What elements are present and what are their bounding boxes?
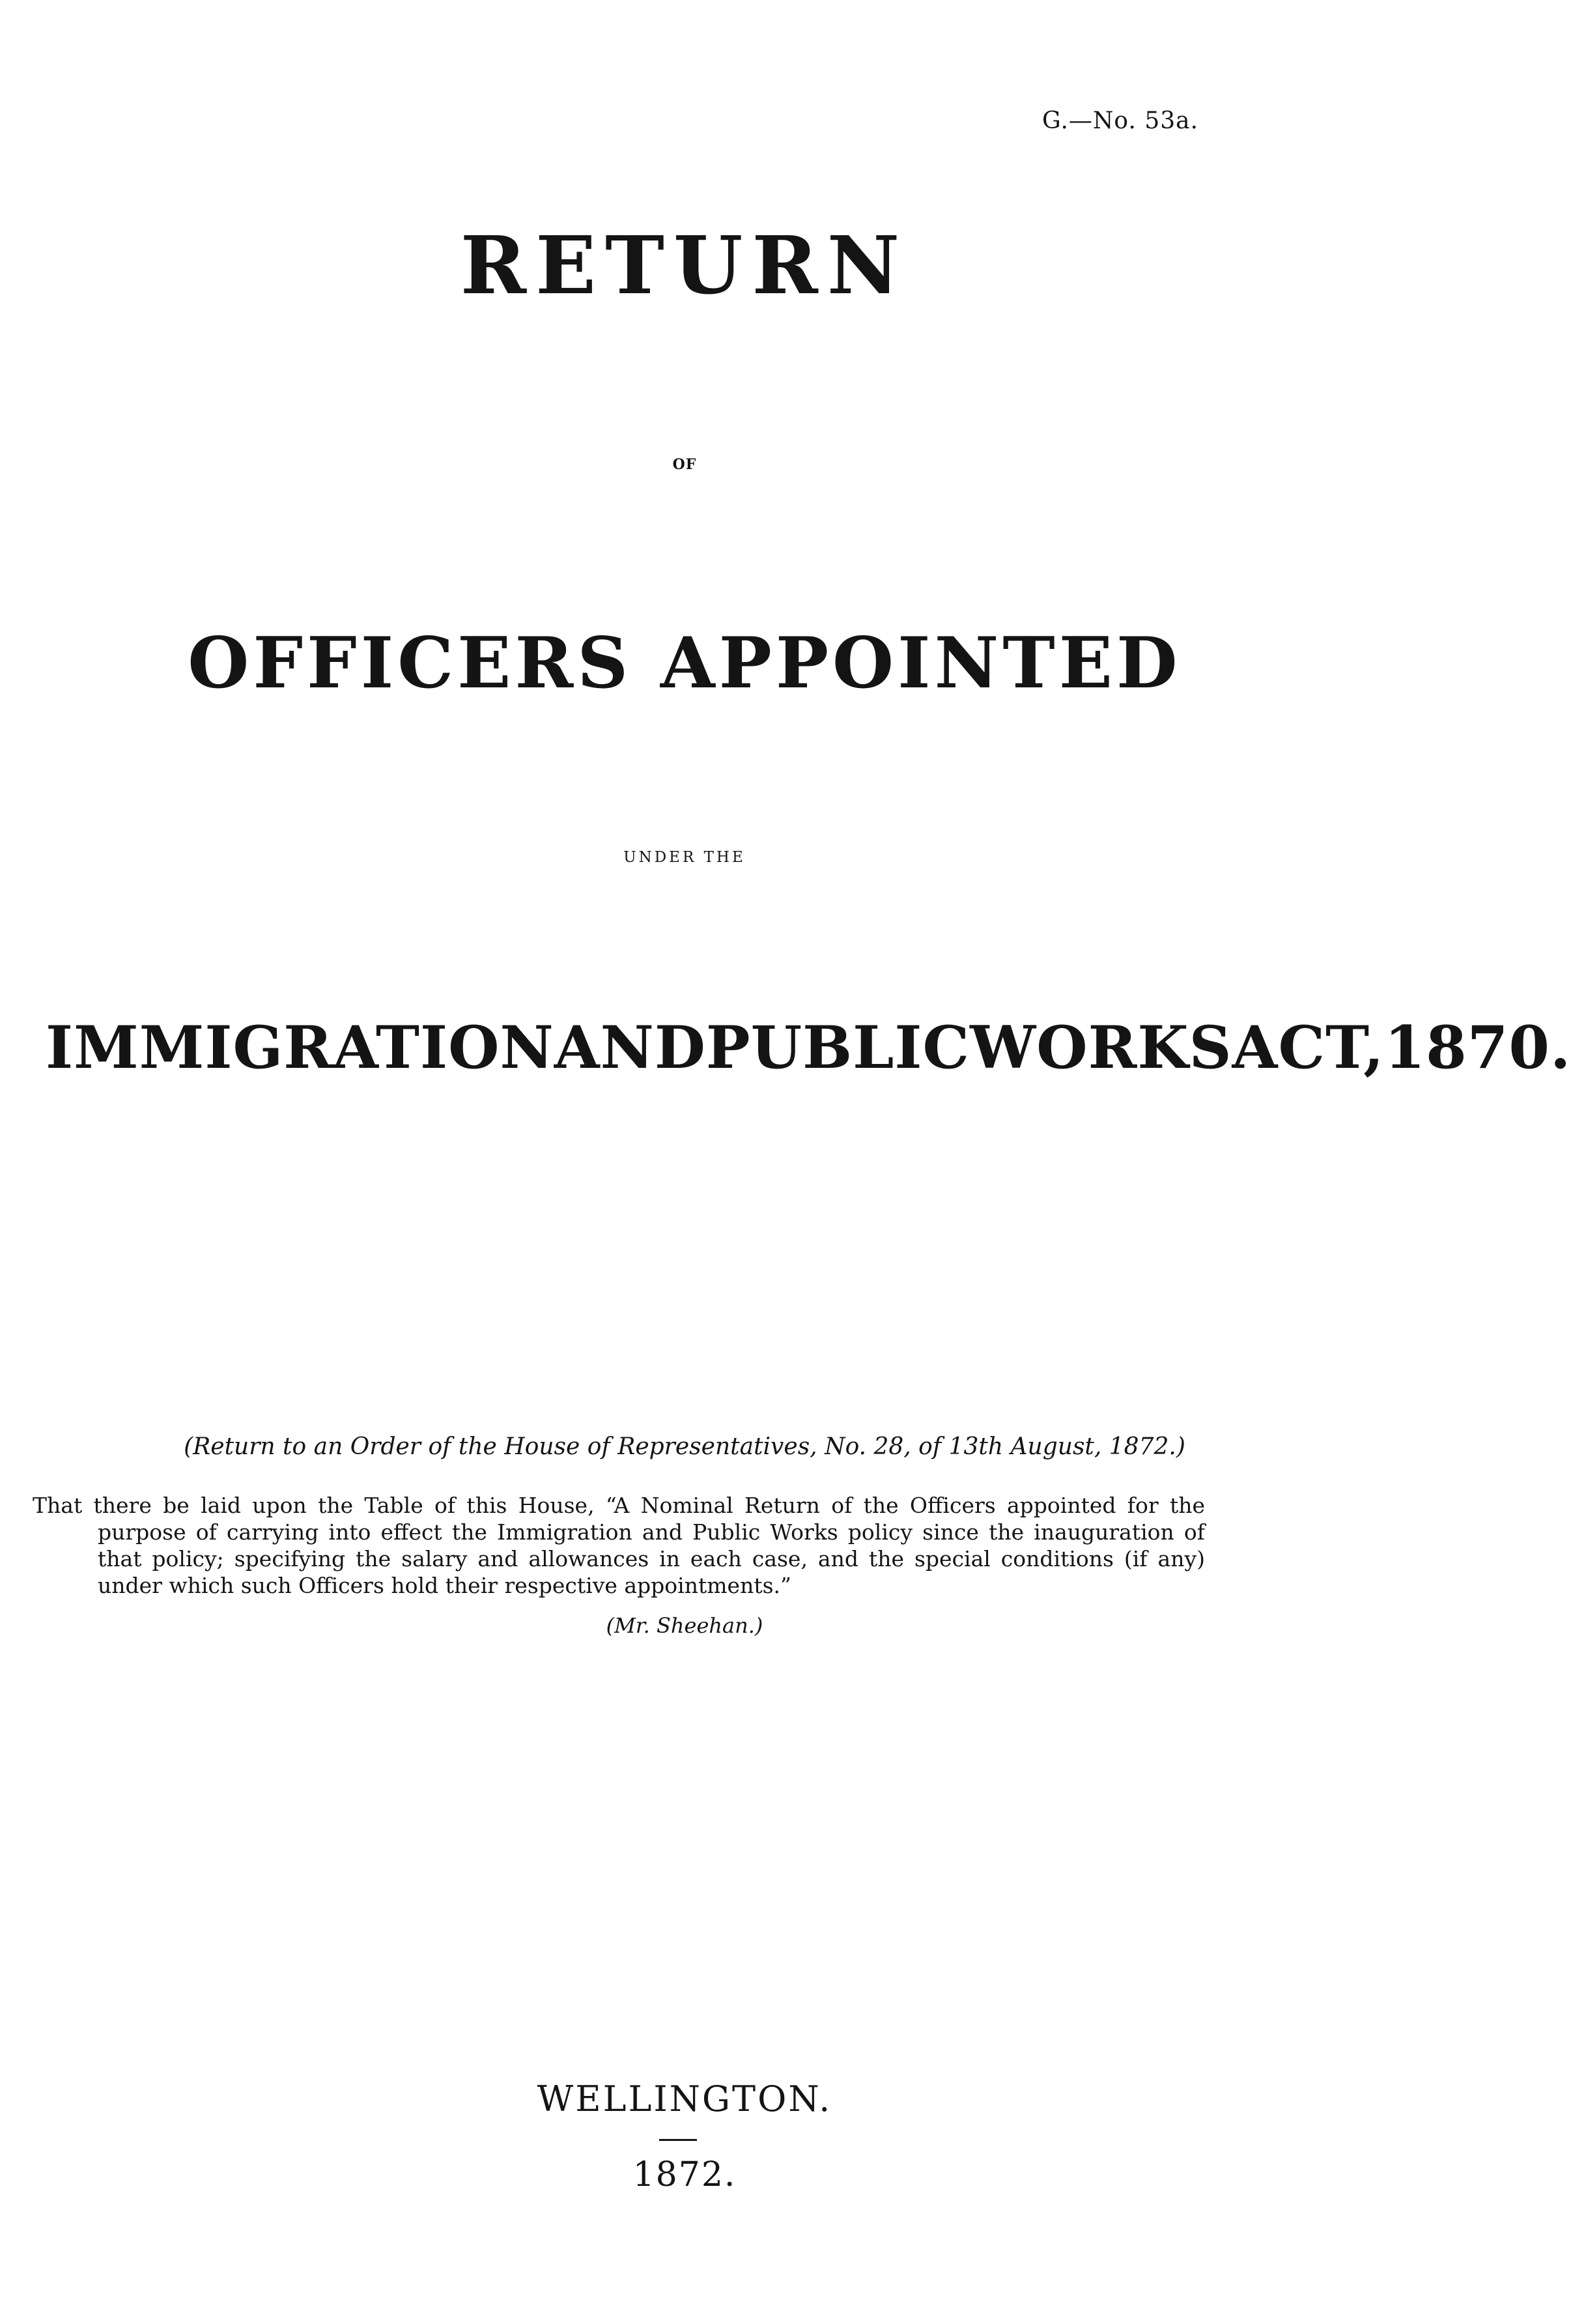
title-act-name	[46, 1013, 1571, 1082]
act-word-4: WORKS	[970, 1013, 1232, 1082]
motion-text: That there be laid upon the Table of this House, “A Nominal Return of the Officers appointed for the purpose of carrying into effect the Immigration and Public Works policy since the inauguration of that policy; specifying the salary and allowances in each case, and the special conditions (if any) under which such Officers hold their respective appointments.”	[33, 1493, 1205, 1598]
title-officers-appointed: OFFICERS APPOINTED	[188, 622, 1182, 704]
order-reference: (Return to an Order of the House of Representatives, No. 28, of 13th August, 1872.)	[184, 1433, 1185, 1460]
title-connector-of: OF	[672, 456, 697, 473]
act-word-3: PUBLIC	[705, 1013, 970, 1082]
title-return: RETURN	[460, 218, 909, 312]
imprint-divider	[659, 2139, 697, 2141]
imprint-year: 1872.	[632, 2155, 737, 2194]
paper-reference: G.—No. 53a.	[1042, 108, 1199, 134]
imprint-place: WELLINGTON.	[537, 2078, 832, 2119]
act-word-2: AND	[554, 1013, 706, 1082]
act-word-1: IMMIGRATION	[46, 1013, 554, 1082]
act-word-5: ACT,	[1232, 1013, 1385, 1082]
title-connector-under-the: UNDER THE	[623, 849, 746, 866]
act-word-6: 1870.	[1384, 1013, 1571, 1082]
mover-name: (Mr. Sheehan.)	[606, 1613, 763, 1638]
